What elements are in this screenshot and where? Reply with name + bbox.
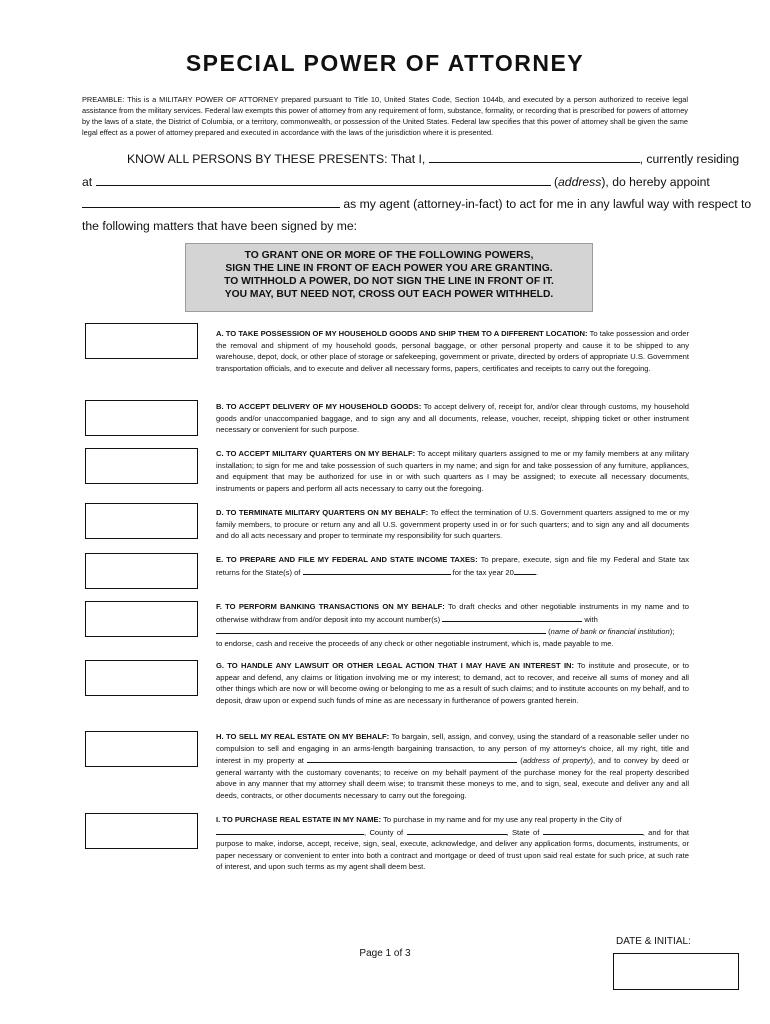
instructions-notice [185, 243, 593, 312]
residence-address-field[interactable] [96, 174, 551, 186]
page-number: Page 1 of 3 [359, 948, 411, 959]
property-address-label: address of property [522, 756, 591, 766]
section-f-body-1: To draft checks and other negotiable instruments in my name and to otherwise withdraw from and/or deposit into my account number(s) [216, 602, 689, 624]
bank-name-label: name of bank or financial institution [550, 627, 670, 637]
section-h-body-1: To bargain, sell, assign, and convey, using the standard of a reasonable seller under no compulsion to sell and engaging in an arms-length bargaining transaction, to any person of my attorney’s choice, all my right, title and interest in my property at [216, 732, 689, 766]
section-i-heading: I. TO PURCHASE REAL ESTATE IN MY NAME: [216, 815, 382, 824]
preamble: PREAMBLE: This is a MILITARY POWER OF ATTORNEY prepared pursuant to Title 10, United States Code, Section 1044b, and executed by a person authorized to receive legal assistance from the military services. Federal law exempts this power of attorney from any requirement of form, substance, formality, or recording that is prescribed for powers of attorney by the laws of a state, the District of Columbia, or a territory, commonwealth, or possession of the United States. Federal law specifies that this power of attorney shall be given the same legal effect as a power of attorney prepared and executed in accordance with the laws of the jurisdiction where it is presented. [82, 95, 688, 137]
intro-line-2: at (address), do hereby appoint [82, 175, 710, 189]
section-d [216, 507, 689, 542]
purchase-state-field[interactable] [543, 826, 643, 835]
intro-line-3 [82, 196, 751, 211]
notice-line-4: YOU MAY, BUT NEED NOT, CROSS OUT EACH POWER WITHHELD. [224, 289, 554, 300]
section-h-body-3: and to convey by deed or general warranty with the customary covenants; to receive on my behalf payment of the purchase money for the real property described above in any manner that my attorney shall deem wise; to transmit these moneys to me, and to sign, seal, execute and deliver any and all deeds, contracts, or other documents necessary to carry out the foregoing. [216, 756, 689, 800]
intro-text-1b: , currently residing [639, 152, 740, 166]
section-g-body: To institute and prosecute, or to appear and defend, any claims or litigation involving me or my interest; to demand, act to recover, and receive all sums of money and all other things which are now or will become owing or belonging to me as a result of such claims; and to institute accounts on my behalf, and to deposit, draw upon or expend such funds of mine as are necessary in furtherance of powers granted herein. [216, 661, 689, 705]
initial-box-d[interactable] [85, 503, 198, 539]
section-a-body: To take possession and order the removal and shipment of my household goods, personal baggage, or other personal property and cause it to be shipped to any warehouse, depot, dock, or other place of storage or safekeeping, government or private, directed by orders of appropriate U.S. Government transportation officials, and to execute and deliver all necessary forms, papers, certificates and receipts to carry out the foregoing. [216, 329, 689, 373]
tax-states-field[interactable] [303, 566, 451, 575]
section-c-heading: C. TO ACCEPT MILITARY QUARTERS ON MY BEHALF: [216, 449, 416, 458]
section-a-heading: A. TO TAKE POSSESSION OF MY HOUSEHOLD GOODS AND SHIP THEM TO A DIFFERENT LOCATION: [216, 329, 588, 338]
section-f: F. TO PERFORM BANKING TRANSACTIONS ON MY BEHALF: To draft checks and other negotiable instruments in my name and to otherwise withdraw from and/or deposit into my account number(s) with (name of bank or financial institution); to endorse, cash and receive the proceeds of any check or other negotiable instrument, which is, made payable to me. [216, 602, 689, 648]
section-e-heading: E. TO PREPARE AND FILE MY FEDERAL AND STATE INCOME TAXES: [216, 555, 478, 564]
section-c [216, 448, 689, 494]
document-title: SPECIAL POWER OF ATTORNEY [185, 50, 585, 76]
section-b-heading: B. TO ACCEPT DELIVERY OF MY HOUSEHOLD GOODS: [216, 402, 422, 411]
section-f-heading: F. TO PERFORM BANKING TRANSACTIONS ON MY BEHALF: [216, 602, 445, 611]
property-address-field[interactable] [307, 754, 517, 763]
intro-text-2a: at [82, 175, 93, 189]
section-d-heading: D. TO TERMINATE MILITARY QUARTERS ON MY BEHALF: [216, 508, 429, 517]
notice-line-2: SIGN THE LINE IN FRONT OF EACH POWER YOU ARE GRANTING. [225, 263, 553, 274]
section-e-body-2: for the tax year 20 [452, 567, 514, 577]
date-initial-label: DATE & INITIAL: [616, 936, 691, 947]
intro-text-2c: ), do hereby appoint [601, 175, 710, 189]
agent-name-field[interactable] [82, 196, 340, 208]
purchase-county-field[interactable] [407, 826, 507, 835]
intro-text-3b: as my agent (attorney-in-fact) to act for me in any lawful way with respect to [343, 197, 752, 211]
section-f-body-2: with [584, 614, 598, 624]
address-label: address [558, 175, 602, 189]
section-i-body-4: , and for that purpose to make, indorse, accept, receive, sign, seal, execute, acknowledge, and deliver any application forms, documents, instruments, or paper necessary or convenient to enter into both a contract and mortgage or deed of trust upon said real estate for such price, at such rate of interest, and upon such terms as my agent shall deem best. [216, 827, 689, 872]
notice-line-3: TO WITHHOLD A POWER, DO NOT SIGN THE LINE IN FRONT OF IT. [224, 276, 554, 287]
initial-box-g[interactable] [85, 660, 198, 696]
section-i-body-2: , County of [364, 827, 404, 837]
section-i-body-1: To purchase in my name and for my use any real property in the City of [383, 815, 622, 824]
section-e-body-1: To prepare, execute, sign and file my Federal and State tax returns for the State(s) of [216, 555, 689, 577]
purchase-city-field[interactable] [216, 826, 364, 835]
intro-line-1 [127, 151, 739, 166]
initial-box-b[interactable] [85, 400, 198, 436]
initial-box-e[interactable] [85, 553, 198, 589]
initial-box-i[interactable] [85, 813, 198, 849]
section-h-heading: H. TO SELL MY REAL ESTATE ON MY BEHALF: [216, 732, 390, 741]
section-a [216, 328, 689, 374]
account-number-field[interactable] [442, 613, 582, 622]
section-h: H. TO SELL MY REAL ESTATE ON MY BEHALF: To bargain, sell, assign, and convey, using the standard of a reasonable seller under no compulsion to sell and engaging in an arms-length bargaining transaction, to any person of my attorney’s choice, all my right, title and interest in my property at (address of property), and to convey by deed or general warranty with the customary covenants; to receive on my behalf payment of the purchase money for the real property described above in any manner that my attorney shall deem wise; to transmit these moneys to me, and to sign, seal, execute and deliver any and all deeds, contracts, or other documents necessary to carry out the foregoing. [216, 732, 689, 800]
bank-name-field[interactable] [216, 625, 546, 634]
initial-box-c[interactable] [85, 448, 198, 484]
section-e [216, 554, 689, 578]
section-g-heading: G. TO HANDLE ANY LAWSUIT OR OTHER LEGAL ACTION THAT I MAY HAVE AN INTEREST IN: [216, 661, 575, 670]
intro-text-1a: KNOW ALL PERSONS BY THESE PRESENTS: That I, [127, 152, 426, 166]
principal-name-field[interactable] [429, 151, 640, 163]
initial-box-h[interactable] [85, 731, 198, 767]
initial-box-f[interactable] [85, 601, 198, 637]
section-f-body-4: to endorse, cash and receive the proceeds of any check or other negotiable instrument, which is, made payable to me. [216, 638, 614, 648]
section-e-body-3: . [535, 567, 539, 577]
section-i [216, 814, 689, 873]
intro-line-4: the following matters that have been signed by me: [82, 219, 358, 233]
section-i-body-3: , State of [506, 827, 540, 837]
section-b [216, 401, 689, 436]
section-c-body: To accept military quarters assigned to me or my family members at any military installation; to sign for me and take possession of such quarters in my name; and sign for and take possession of any furniture, appliances, and equipment that may be authorized for use in or with such quarters as I may be assigned; to execute all necessary documents, instruments or papers and perform all acts necessary to carry out the foregoing. [216, 449, 689, 493]
tax-year-field[interactable] [514, 566, 539, 577]
section-d-body: To effect the termination of U.S. Government quarters assigned to me or my family members, to procure or return any and all U.S. government property used in or for such quarters; and to sign any and all documents and do all acts necessary and proper to terminate my responsibility for such quarters. [216, 508, 690, 541]
section-g [216, 660, 689, 706]
initial-box-a[interactable] [85, 323, 198, 359]
section-b-body: To accept delivery of, receipt for, and/or clear through customs, my household goods and/or unaccompanied baggage, and to sign any and all documents, release, voucher, receipt, shipping ticket or other instrument necessary or convenient for such purpose. [216, 402, 689, 435]
notice-line-1: TO GRANT ONE OR MORE OF THE FOLLOWING POWERS, [244, 250, 534, 261]
